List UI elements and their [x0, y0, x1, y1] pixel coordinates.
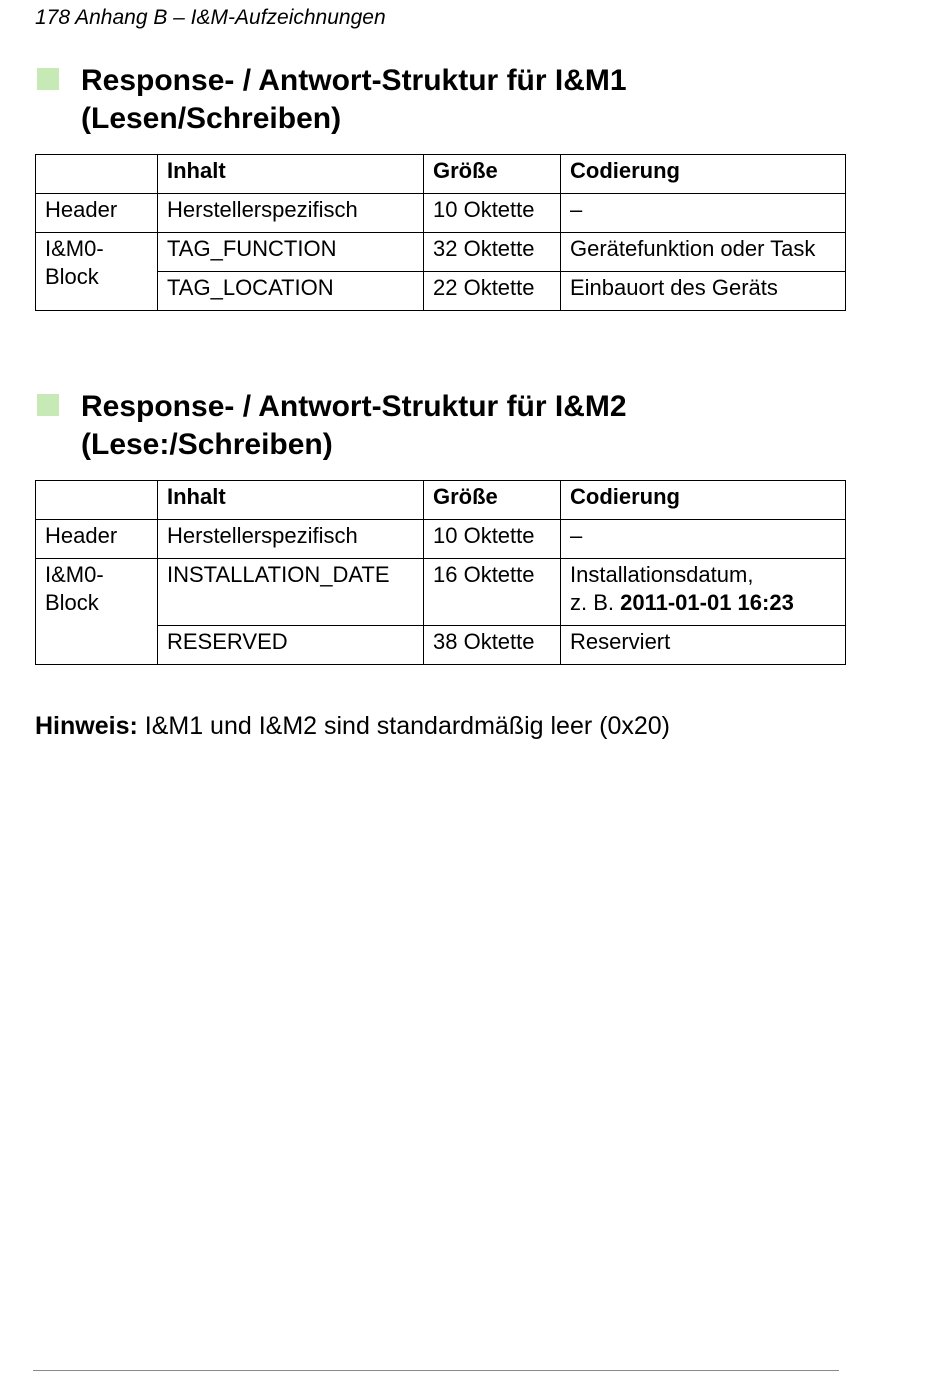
- note: [35, 712, 670, 741]
- section-im1: [35, 62, 845, 311]
- groesse-cell: 16 Oktette: [424, 559, 561, 626]
- table-header-row: [36, 481, 846, 520]
- groesse-cell: 32 Oktette: [424, 233, 561, 272]
- column-header-inhalt: Inhalt: [158, 481, 424, 520]
- column-header-inhalt: Inhalt: [158, 155, 424, 194]
- row-group-cell: I&M0-Block: [36, 233, 158, 311]
- note-label: Hinweis:: [35, 712, 138, 740]
- note-text: I&M1 und I&M2 sind standardmäßig leer (0x20): [137, 712, 670, 740]
- codierung-line1: Installationsdatum,: [570, 562, 754, 587]
- section-title: [81, 388, 781, 464]
- inhalt-cell: RESERVED: [158, 626, 424, 665]
- table-row: [36, 272, 846, 311]
- codierung-line2: [570, 589, 845, 617]
- table-row: [36, 559, 846, 626]
- inhalt-cell: INSTALLATION_DATE: [158, 559, 424, 626]
- inhalt-cell: Herstellerspezifisch: [158, 194, 424, 233]
- codierung-cell: Einbauort des Geräts: [561, 272, 846, 311]
- table-row: [36, 194, 846, 233]
- groesse-cell: 38 Oktette: [424, 626, 561, 665]
- table-header-row: [36, 155, 846, 194]
- section-title-line2: (Lesen/Schreiben): [81, 102, 342, 135]
- column-header-groesse: Größe: [424, 155, 561, 194]
- codierung-cell: –: [561, 194, 846, 233]
- column-header-empty: [36, 481, 158, 520]
- im1-structure-table: [35, 154, 846, 311]
- codierung-prefix: z. B.: [570, 590, 621, 615]
- table-row: [36, 520, 846, 559]
- groesse-cell: 10 Oktette: [424, 520, 561, 559]
- section-title-line2: (Lese:/Schreiben): [81, 428, 333, 461]
- section-heading: [35, 62, 845, 154]
- codierung-cell: –: [561, 520, 846, 559]
- groesse-cell: 22 Oktette: [424, 272, 561, 311]
- codierung-cell: Gerätefunktion oder Task: [561, 233, 846, 272]
- groesse-cell: 10 Oktette: [424, 194, 561, 233]
- table-row: [36, 233, 846, 272]
- codierung-example: 2011-01-01 16:23: [620, 590, 794, 615]
- square-bullet-icon: [37, 394, 59, 416]
- inhalt-cell: Herstellerspezifisch: [158, 520, 424, 559]
- running-header: 178 Anhang B – I&M-Aufzeichnungen: [35, 6, 386, 29]
- codierung-cell: Reserviert: [561, 626, 846, 665]
- row-group-cell: Header: [36, 520, 158, 559]
- section-title: [81, 62, 781, 138]
- column-header-empty: [36, 155, 158, 194]
- codierung-cell: [561, 559, 846, 626]
- column-header-codierung: Codierung: [561, 481, 846, 520]
- section-im2: [35, 388, 845, 665]
- inhalt-cell: TAG_FUNCTION: [158, 233, 424, 272]
- column-header-groesse: Größe: [424, 481, 561, 520]
- footer-rule: [33, 1370, 839, 1371]
- table-row: [36, 626, 846, 665]
- im2-structure-table: [35, 480, 846, 665]
- section-title-line1: Response- / Antwort-Struktur für I&M2: [81, 390, 627, 423]
- row-group-cell: Header: [36, 194, 158, 233]
- section-title-line1: Response- / Antwort-Struktur für I&M1: [81, 64, 627, 97]
- section-heading: [35, 388, 845, 480]
- square-bullet-icon: [37, 68, 59, 90]
- row-group-cell: I&M0-Block: [36, 559, 158, 665]
- column-header-codierung: Codierung: [561, 155, 846, 194]
- inhalt-cell: TAG_LOCATION: [158, 272, 424, 311]
